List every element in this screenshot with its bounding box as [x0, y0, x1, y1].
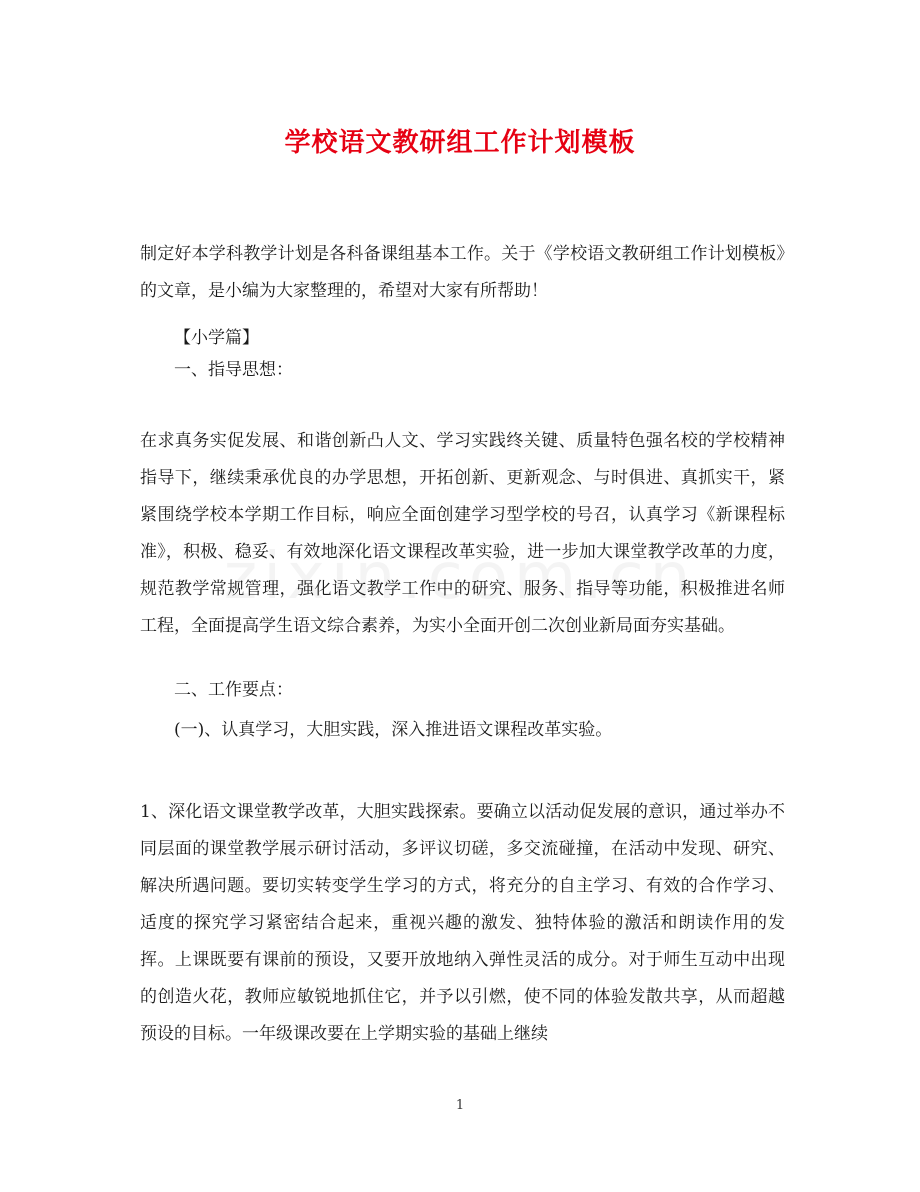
guiding-thought-paragraph: 在求真务实促发展、和谐创新凸人文、学习实践终关键、质量特色强名校的学校精神指导下，继续秉承优良的办学思想，开拓创新、更新观念、与时俱进、真抓实干，紧紧围绕学校本学期工作目标，响应全面创建学习型学校的号召，认真学习《新课程标准》，积极、稳妥、有效地深化语文课程改革实验，进一步加大课堂教学改革的力度，规范教学常规管理，强化语文教学工作中的研究、服务、指导等功能，积极推进名师工程，全面提高学生语文综合素养，为实小全面开创二次创业新局面夯实基础。 — [140, 431, 785, 636]
subheading-study-practice: (一)、认真学习，大胆实践，深入推进语文课程改革实验。 — [174, 720, 613, 740]
heading-guiding-thought: 一、指导思想： — [174, 360, 293, 380]
section-label: 【小学篇】 — [174, 328, 259, 348]
document-title: 学校语文教研组工作计划模板 — [284, 128, 636, 158]
classroom-reform-paragraph: 1、深化语文课堂教学改革，大胆实践探索。要确立以活动促发展的意识，通过举办不同层面的课堂教学展示研讨活动，多评议切磋，多交流碰撞，在活动中发现、研究、解决所遇问题。要切实转变学生学习的方式，将充分的自主学习、有效的合作学习、适度的探究学习紧密结合起来，重视兴趣的激发、独特体验的激活和朗读作用的发挥。上课既要有课前的预设，又要开放地纳入弹性灵活的成分。对于师生互动中出现的创造火花，教师应敏锐地抓住它，并予以引燃，使不同的体验发散共享，从而超越预设的目标。一年级课改要在上学期实验的基础上继续 — [140, 802, 785, 1044]
page-number: 1 — [455, 1098, 465, 1113]
heading-work-points: 二、工作要点： — [174, 680, 293, 700]
intro-paragraph: 制定好本学科教学计划是各科备课组基本工作。关于《学校语文教研组工作计划模板》的文章，是小编为大家整理的，希望对大家有所帮助！ — [140, 244, 785, 301]
